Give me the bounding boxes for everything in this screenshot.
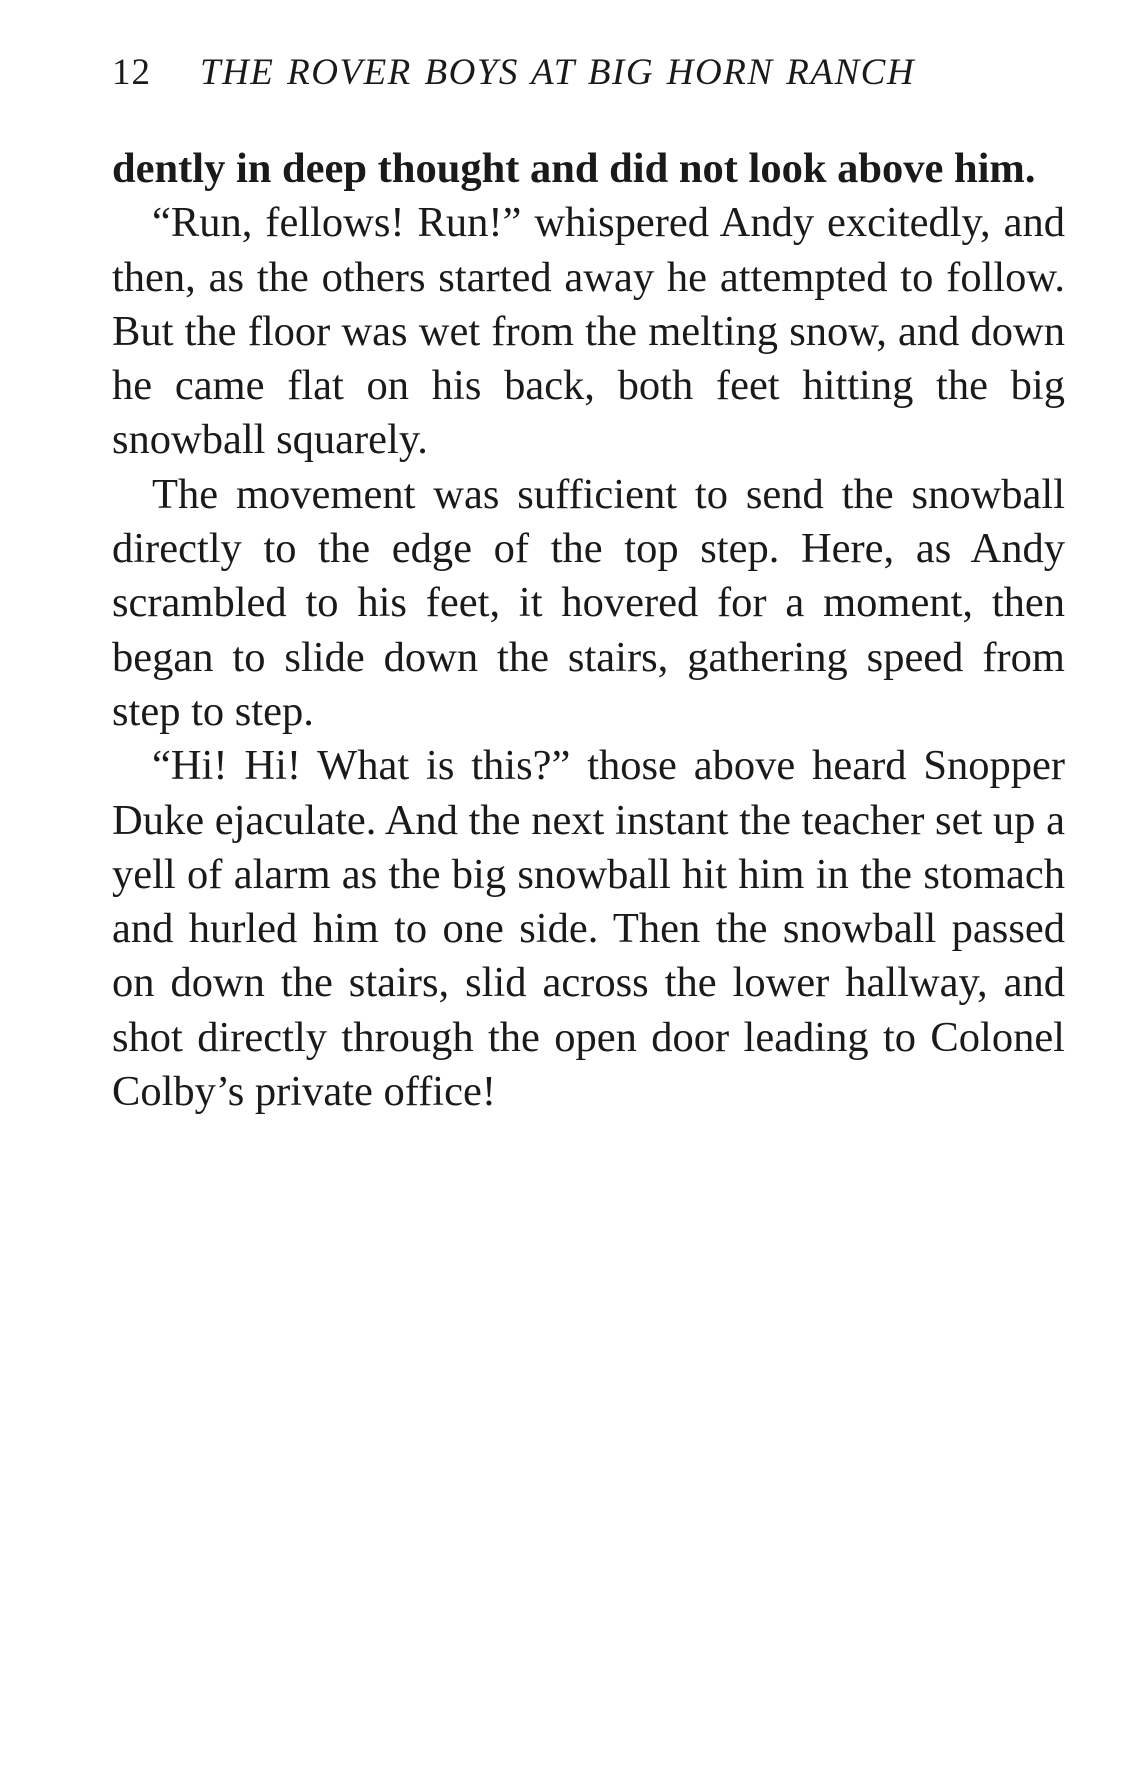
page-number: 12 (112, 52, 151, 93)
paragraph: “Run, fellows! Run!” whispered Andy excitedly, and then, as the others started away he attempted to follow. But the floor was wet from the melting snow, and down he came flat on his back, both feet hitting the big snowball squarely. (112, 199, 1065, 464)
running-head (112, 48, 992, 98)
paragraph: “Hi! Hi! What is this?” those above heard Snopper Duke ejaculate. And the next instant the teacher set up a yell of alarm as the big snowball hit him in the stomach and hurled him to one side. Then the snowball passed on down the stairs, slid across the lower hallway, and shot directly through the open door leading to Colonel Colby’s private office! (112, 742, 1065, 1116)
body-text (112, 142, 1065, 1119)
paragraph-continuation: dently in deep thought and did not look above him. (112, 145, 1036, 192)
paragraph: The movement was sufficient to send the snowball directly to the edge of the top step. Here, as Andy scrambled to his feet, it hovered for a moment, then began to slide down the stairs, gathering speed from step to step. (112, 470, 1065, 735)
book-title: THE ROVER BOYS AT BIG HORN RANCH (200, 52, 916, 93)
